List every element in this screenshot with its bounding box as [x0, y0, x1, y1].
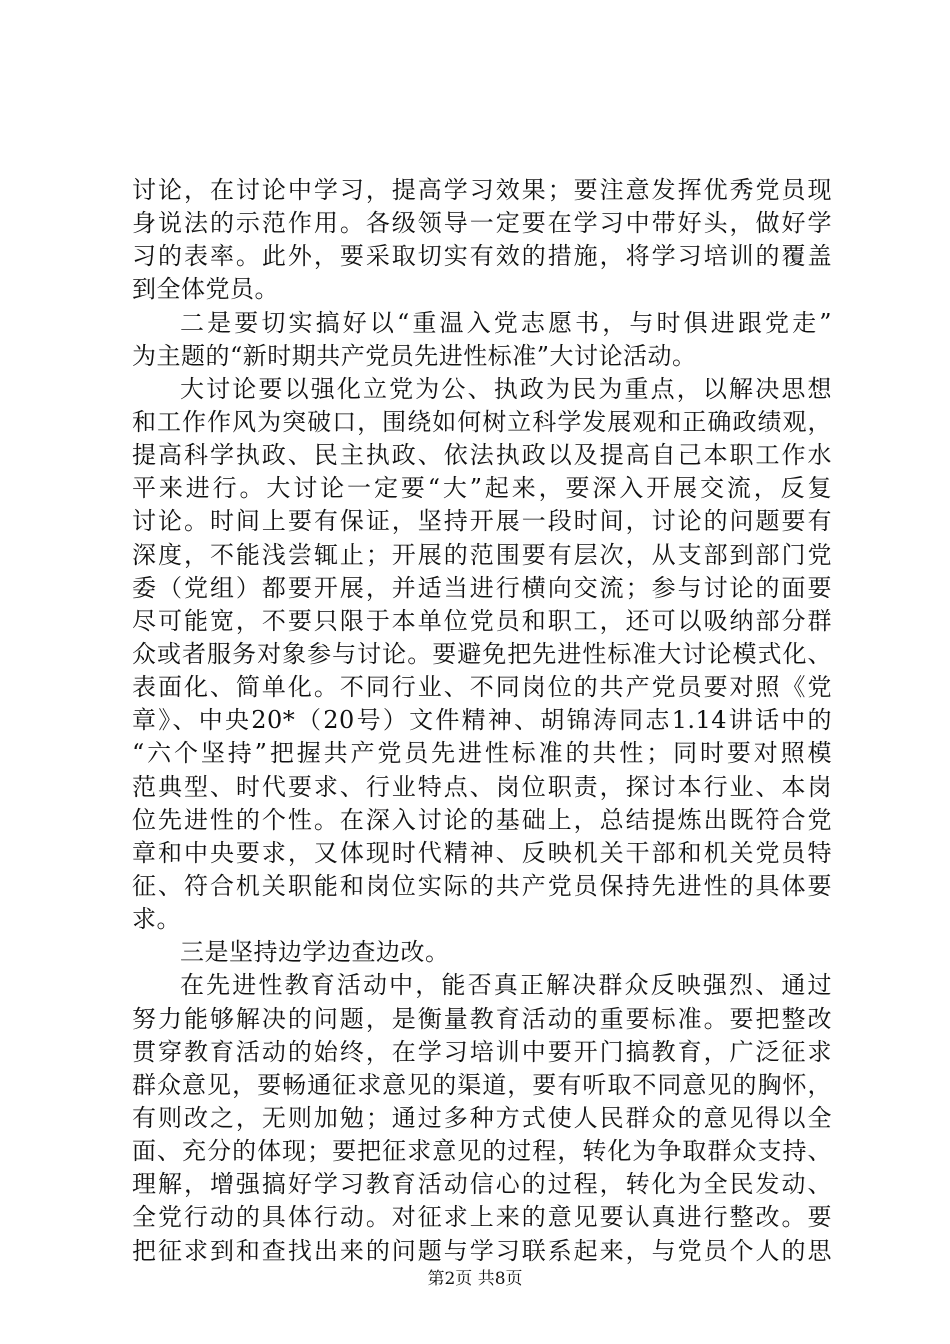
- text-line: 讨论。时间上要有保证，坚持开展一段时间，讨论的问题要有: [132, 507, 832, 536]
- text-line: 位先进性的个性。在深入讨论的基础上，总结提炼出既符合党: [132, 805, 832, 834]
- body-text: [132, 174, 832, 1268]
- text-line: 讨论，在讨论中学习，提高学习效果；要注意发挥优秀党员现: [132, 176, 832, 204]
- text-line: 尽可能宽，不要只限于本单位党员和职工，还可以吸纳部分群: [132, 606, 832, 635]
- text-line: 和工作作风为突破口，围绕如何树立科学发展观和正确政绩观，: [132, 407, 832, 436]
- text-line: 到全体党员。: [132, 275, 279, 304]
- text-line: 章》、中央20*（20号）文件精神、胡锦涛同志1.14讲话中的: [132, 706, 832, 735]
- text-line: 征、符合机关职能和岗位实际的共产党员保持先进性的具体要: [132, 871, 832, 900]
- text-line: 提高科学执政、民主执政、依法执政以及提高自己本职工作水: [132, 441, 832, 470]
- paragraph-2: [132, 307, 832, 373]
- text-line: 身说法的示范作用。各级领导一定要在学习中带好头，做好学: [132, 209, 832, 238]
- text-line: 大讨论要以强化立党为公、执政为民为重点，以解决思想: [180, 374, 832, 403]
- text-line: 理解，增强搞好学习教育活动信心的过程，转化为全民发动、: [132, 1170, 832, 1199]
- paragraph-3: [132, 373, 832, 936]
- text-line: 深度，不能浅尝辄止；开展的范围要有层次，从支部到部门党: [132, 540, 832, 569]
- text-line: 范典型、时代要求、行业特点、岗位职责，探讨本行业、本岗: [132, 772, 832, 801]
- text-line: 三是坚持边学边查边改。: [180, 938, 450, 967]
- page-footer: 第2页 共8页: [427, 1269, 523, 1289]
- text-line: 在先进性教育活动中，能否真正解决群众反映强烈、通过: [180, 971, 832, 1000]
- text-line: 章和中央要求，又体现时代精神、反映机关干部和机关党员特: [132, 838, 832, 867]
- paragraph-1: [132, 174, 832, 307]
- text-line: 有则改之，无则加勉；通过多种方式使人民群众的意见得以全: [132, 1103, 832, 1132]
- text-line: 二是要切实搞好以“重温入党志愿书，与时俱进跟党走”: [180, 308, 832, 337]
- text-line: 习的表率。此外，要采取切实有效的措施，将学习培训的覆盖: [132, 242, 832, 271]
- text-line: 贯穿教育活动的始终，在学习培训中要开门搞教育，广泛征求: [132, 1037, 832, 1066]
- text-line: 面、充分的体现；要把征求意见的过程，转化为争取群众支持、: [132, 1137, 832, 1166]
- text-line: 众或者服务对象参与讨论。要避免把先进性标准大讨论模式化、: [132, 639, 832, 668]
- text-line: 为主题的“新时期共产党员先进性标准”大讨论活动。: [132, 341, 697, 370]
- text-line: 委（党组）都要开展，并适当进行横向交流；参与讨论的面要: [132, 573, 832, 602]
- text-line: “六个坚持”把握共产党员先进性标准的共性；同时要对照模: [132, 739, 832, 768]
- text-line: 平来进行。大讨论一定要“大”起来，要深入开展交流，反复: [132, 474, 832, 503]
- paragraph-4: [132, 936, 832, 969]
- text-line: 群众意见，要畅通征求意见的渠道，要有听取不同意见的胸怀，: [132, 1070, 832, 1099]
- text-line: 努力能够解决的问题，是衡量教育活动的重要标准。要把整改: [132, 1004, 832, 1033]
- text-line: 表面化、简单化。不同行业、不同岗位的共产党员要对照《党: [132, 673, 832, 702]
- paragraph-5: [132, 969, 832, 1267]
- text-line: 全党行动的具体行动。对征求上来的意见要认真进行整改。要: [132, 1203, 832, 1232]
- text-line: 把征求到和查找出来的问题与学习联系起来，与党员个人的思: [132, 1236, 832, 1265]
- text-line: 求。: [132, 905, 181, 934]
